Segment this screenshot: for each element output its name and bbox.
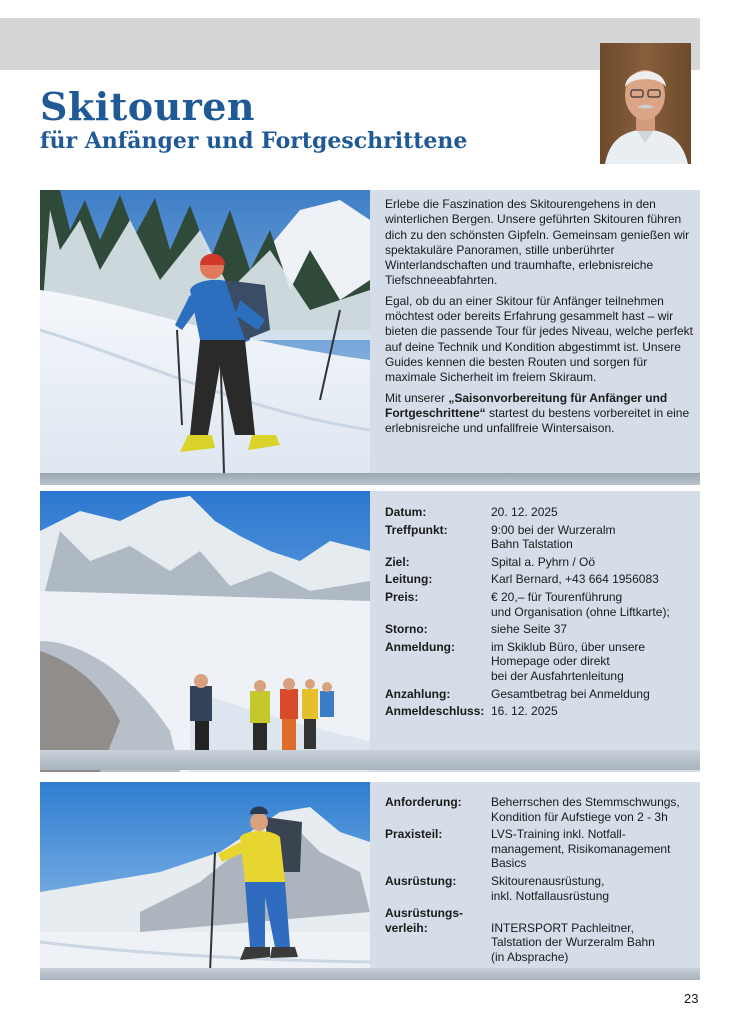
detail-row-label: Storno: [385,622,428,637]
detail-row [385,505,705,520]
hiker-photo [40,782,370,980]
requirements-section [40,782,700,980]
intro-text [385,197,695,441]
requirement-row [385,874,705,903]
group-photo [40,491,370,772]
page-number: 23 [684,991,699,1006]
requirement-row [385,795,705,824]
requirement-row-value: Beherrschen des Stemmschwungs, Kondition für Aufstiege von 2 - 3h [491,795,680,824]
guide-portrait [600,43,691,164]
intro-paragraph-1: Erlebe die Faszination des Skitourengehens in den winterlichen Bergen. Unsere geführten Skitouren führen dich zu den schönsten Gipfeln. Gemeinsam genießen wir spektakuläre Panoramen, stille unberührter Winterlandschaften und traumhafte, erlebnisreiche Tiefschneeabfahrten. [385,197,690,288]
skier-photo [40,190,370,473]
detail-row-label: Treffpunkt: [385,522,448,537]
detail-row-label: Anzahlung: [385,686,451,701]
detail-row-value: 9:00 bei der Wurzeralm Bahn Talstation [491,522,616,552]
detail-row [385,622,705,637]
intro-paragraph-2: Egal, ob du an einer Skitour für Anfänger teilnehmen möchtest oder bereits Erfahrung gesammelt hast – wir bieten die passende Tour für jedes Niveau, welche perfekt auf deine Technik und Kondition abgestimmt ist. Unsere Guides kennen die besten Routen und sorgen für maximale Sicherheit im freiem Skiraum. [385,293,693,385]
requirement-row-label: Praxisteil: [385,827,443,842]
detail-row-label: Datum: [385,505,427,519]
intro-p3-end: startest du bestens vorbereitet in eine erlebnisreiche und unfallfreie Wintersaison. [385,405,690,436]
detail-row-label: Anmeldeschluss: [385,704,485,719]
requirement-row-label: Ausrüstung: [385,873,457,888]
detail-row-label: Ziel: [385,554,410,569]
detail-row-value: 20. 12. 2025 [491,505,558,519]
detail-row [385,687,705,702]
detail-row [385,523,705,552]
detail-row-value: 16. 12. 2025 [491,704,558,719]
intro-paragraph-3 [385,391,695,437]
intro-p3-start: Mit unserer [385,390,449,405]
detail-row-label: Preis: [385,589,419,604]
requirement-row-label: Ausrüstungs- verleih: [385,906,463,935]
details-list [385,505,705,722]
details-section [40,491,700,772]
requirement-row [385,827,705,871]
detail-row [385,572,705,587]
detail-row-value: € 20,– für Tourenführung und Organisation (ohne Liftkarte); [491,589,670,619]
detail-row-label: Leitung: [385,572,433,587]
course-name: „Saisonvorbereitung für Anfänger und Fortgeschrittene“ [385,390,668,420]
detail-row-value: Karl Bernard, +43 664 1956083 [491,572,659,587]
header-band [0,18,700,70]
requirement-row-value: Skitourenausrüstung, inkl. Notfallausrüstung [491,873,610,903]
page-title: Skitouren [40,84,256,129]
detail-row-value: Spital a. Pyhrn / Oö [491,554,596,569]
detail-row [385,555,705,570]
requirement-row [385,906,705,964]
detail-row [385,640,705,684]
detail-row [385,590,705,619]
detail-row-value: im Skiklub Büro, über unsere Homepage oder direkt bei der Ausfahrtenleitung [491,639,646,683]
page-subtitle: für Anfänger und Fortgeschrittene [40,128,468,154]
requirement-row-label: Anforderung: [385,795,462,809]
requirements-list [385,795,705,968]
detail-row [385,704,705,719]
section-divider [40,750,700,770]
detail-row-label: Anmeldung: [385,639,455,654]
requirement-row-value: INTERSPORT Pachleitner, Talstation der Wurzeralm Bahn (in Absprache) [491,920,655,964]
section-divider [40,968,700,980]
requirement-row-value: LVS-Training inkl. Notfall- management, Risikomanagement Basics [491,827,671,871]
detail-row-value: siehe Seite 37 [491,622,568,637]
intro-section [40,190,700,473]
detail-row-value: Gesamtbetrag bei Anmeldung [491,686,650,701]
section-divider [40,473,700,485]
